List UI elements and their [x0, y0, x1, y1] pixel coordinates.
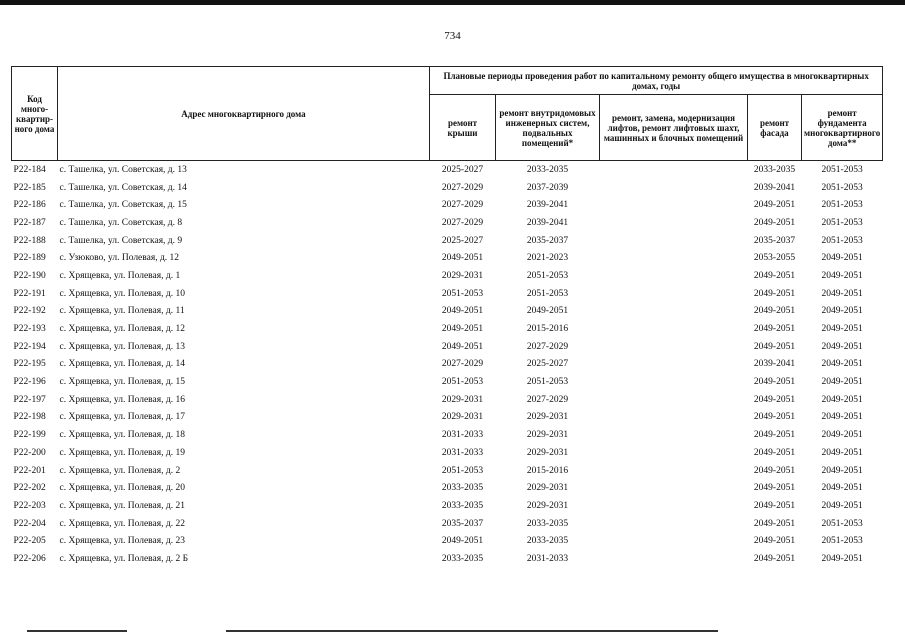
cell-roof: 2035-2037 — [441, 518, 484, 529]
cell-roof: 2051-2053 — [441, 465, 484, 476]
table-body — [12, 161, 883, 568]
cell-systems: 2025-2027 — [526, 359, 569, 370]
table-row — [12, 515, 883, 533]
cell-systems: 2051-2053 — [526, 270, 569, 281]
cell-facade: 2049-2051 — [753, 288, 796, 299]
table-row — [12, 232, 883, 250]
cell-roof: 2027-2029 — [441, 200, 484, 211]
cell-lifts — [600, 373, 748, 391]
cell-foundation: 2049-2051 — [821, 306, 863, 317]
cell-roof: 2027-2029 — [441, 217, 484, 228]
cell-address: с. Хрящевка, ул. Полевая, д. 19 — [59, 447, 185, 458]
cell-code: Р22-188 — [13, 235, 46, 246]
table-row — [12, 356, 883, 374]
cell-facade: 2049-2051 — [753, 377, 796, 388]
cell-systems: 2035-2037 — [526, 235, 569, 246]
cell-systems: 2029-2031 — [526, 500, 569, 511]
cell-code: Р22-206 — [13, 553, 46, 564]
cell-lifts — [600, 391, 748, 409]
cell-lifts — [600, 303, 748, 321]
cell-foundation: 2049-2051 — [821, 447, 863, 458]
cell-code: Р22-196 — [13, 377, 46, 388]
table-row — [12, 426, 883, 444]
cell-foundation: 2049-2051 — [821, 465, 863, 476]
cell-systems: 2027-2029 — [526, 341, 569, 352]
cell-roof: 2033-2035 — [441, 553, 484, 564]
cell-facade: 2049-2051 — [753, 341, 796, 352]
cell-facade: 2035-2037 — [753, 235, 796, 246]
cell-code: Р22-190 — [13, 270, 46, 281]
cell-facade: 2049-2051 — [753, 394, 796, 405]
table-row — [12, 267, 883, 285]
cell-systems: 2033-2035 — [526, 536, 569, 547]
cell-roof: 2049-2051 — [441, 306, 484, 317]
cell-foundation: 2051-2053 — [821, 235, 863, 246]
table-row — [12, 214, 883, 232]
cell-systems: 2015-2016 — [526, 324, 569, 335]
cell-lifts — [600, 444, 748, 462]
cell-lifts — [600, 161, 748, 179]
cell-code: Р22-186 — [13, 200, 46, 211]
header-address: Адрес многоквартирного дома — [58, 67, 430, 161]
cell-systems: 2029-2031 — [526, 447, 569, 458]
cell-lifts — [600, 479, 748, 497]
cell-lifts — [600, 249, 748, 267]
cell-lifts — [600, 179, 748, 197]
cell-address: с. Ташелка, ул. Советская, д. 15 — [59, 200, 187, 211]
cell-facade: 2039-2041 — [753, 359, 796, 370]
cell-lifts — [600, 532, 748, 550]
cell-facade: 2049-2051 — [753, 430, 796, 441]
cell-roof: 2049-2051 — [441, 341, 484, 352]
cell-address: с. Узюково, ул. Полевая, д. 12 — [59, 253, 180, 264]
cell-address: с. Ташелка, ул. Советская, д. 9 — [59, 235, 183, 246]
cell-code: Р22-199 — [13, 430, 46, 441]
cell-roof: 2031-2033 — [441, 447, 484, 458]
cell-roof: 2025-2027 — [441, 164, 484, 175]
table-row — [12, 409, 883, 427]
cell-address: с. Хрящевка, ул. Полевая, д. 23 — [59, 536, 185, 547]
cell-roof: 2033-2035 — [441, 500, 484, 511]
cell-code: Р22-205 — [13, 536, 46, 547]
cell-foundation: 2049-2051 — [821, 394, 863, 405]
cell-foundation: 2049-2051 — [821, 483, 863, 494]
header-facade: ремонт фасада — [748, 95, 802, 161]
cell-foundation: 2049-2051 — [821, 324, 863, 335]
cell-address: с. Хрящевка, ул. Полевая, д. 17 — [59, 412, 185, 423]
table-row — [12, 303, 883, 321]
table-row — [12, 391, 883, 409]
cell-foundation: 2049-2051 — [821, 500, 863, 511]
cell-foundation: 2051-2053 — [821, 182, 863, 193]
cell-foundation: 2049-2051 — [821, 412, 863, 423]
cell-code: Р22-197 — [13, 394, 46, 405]
cell-facade: 2049-2051 — [753, 500, 796, 511]
cell-code: Р22-200 — [13, 447, 46, 458]
cell-lifts — [600, 196, 748, 214]
cell-address: с. Хрящевка, ул. Полевая, д. 12 — [59, 324, 185, 335]
cell-systems: 2033-2035 — [526, 164, 569, 175]
cell-foundation: 2051-2053 — [821, 200, 863, 211]
cell-systems: 2033-2035 — [526, 518, 569, 529]
cell-address: с. Хрящевка, ул. Полевая, д. 11 — [59, 306, 185, 317]
cell-address: с. Хрящевка, ул. Полевая, д. 18 — [59, 430, 185, 441]
cell-roof: 2033-2035 — [441, 483, 484, 494]
cell-address: с. Хрящевка, ул. Полевая, д. 2 Б — [59, 553, 189, 564]
table-row — [12, 320, 883, 338]
table-row — [12, 338, 883, 356]
cell-roof: 2025-2027 — [441, 235, 484, 246]
cell-address: с. Хрящевка, ул. Полевая, д. 2 — [59, 465, 181, 476]
cell-foundation: 2049-2051 — [821, 553, 863, 564]
table-row — [12, 497, 883, 515]
cell-code: Р22-184 — [13, 164, 46, 175]
cell-facade: 2049-2051 — [753, 324, 796, 335]
cell-facade: 2049-2051 — [753, 536, 796, 547]
bottom-rule-right — [226, 630, 718, 632]
cell-code: Р22-189 — [13, 253, 46, 264]
cell-systems: 2031-2033 — [526, 553, 569, 564]
cell-code: Р22-195 — [13, 359, 46, 370]
cell-foundation: 2049-2051 — [821, 253, 863, 264]
cell-facade: 2033-2035 — [753, 164, 796, 175]
cell-foundation: 2051-2053 — [821, 164, 863, 175]
cell-address: с. Хрящевка, ул. Полевая, д. 10 — [59, 288, 185, 299]
cell-lifts — [600, 232, 748, 250]
cell-systems: 2029-2031 — [526, 483, 569, 494]
cell-address: с. Ташелка, ул. Советская, д. 14 — [59, 182, 187, 193]
cell-address: с. Хрящевка, ул. Полевая, д. 22 — [59, 518, 185, 529]
bottom-rule-left — [27, 630, 127, 632]
cell-foundation: 2049-2051 — [821, 359, 863, 370]
cell-foundation: 2049-2051 — [821, 377, 863, 388]
cell-lifts — [600, 409, 748, 427]
cell-address: с. Хрящевка, ул. Полевая, д. 21 — [59, 500, 185, 511]
cell-systems: 2029-2031 — [526, 430, 569, 441]
cell-address: с. Хрящевка, ул. Полевая, д. 15 — [59, 377, 185, 388]
cell-facade: 2049-2051 — [753, 518, 796, 529]
cell-lifts — [600, 550, 748, 568]
cell-facade: 2049-2051 — [753, 465, 796, 476]
table-row — [12, 550, 883, 568]
cell-roof: 2049-2051 — [441, 536, 484, 547]
cell-lifts — [600, 515, 748, 533]
cell-lifts — [600, 338, 748, 356]
cell-foundation: 2051-2053 — [821, 217, 863, 228]
cell-code: Р22-187 — [13, 217, 46, 228]
table-row — [12, 532, 883, 550]
cell-foundation: 2049-2051 — [821, 341, 863, 352]
top-border — [0, 0, 905, 5]
cell-lifts — [600, 497, 748, 515]
cell-lifts — [600, 320, 748, 338]
table-row — [12, 179, 883, 197]
cell-code: Р22-194 — [13, 341, 46, 352]
cell-facade: 2049-2051 — [753, 412, 796, 423]
cell-systems: 2037-2039 — [526, 182, 569, 193]
table-row — [12, 479, 883, 497]
cell-systems: 2027-2029 — [526, 394, 569, 405]
cell-lifts — [600, 267, 748, 285]
cell-facade: 2049-2051 — [753, 217, 796, 228]
cell-facade: 2049-2051 — [753, 270, 796, 281]
cell-address: с. Ташелка, ул. Советская, д. 8 — [59, 217, 183, 228]
table-row — [12, 373, 883, 391]
cell-systems: 2021-2023 — [526, 253, 569, 264]
cell-roof: 2027-2029 — [441, 182, 484, 193]
cell-roof: 2031-2033 — [441, 430, 484, 441]
cell-facade: 2049-2051 — [753, 553, 796, 564]
table-row — [12, 196, 883, 214]
repair-schedule-table — [11, 66, 883, 568]
cell-foundation: 2051-2053 — [821, 518, 863, 529]
cell-lifts — [600, 285, 748, 303]
cell-systems: 2051-2053 — [526, 377, 569, 388]
cell-roof: 2049-2051 — [441, 324, 484, 335]
cell-address: с. Хрящевка, ул. Полевая, д. 14 — [59, 359, 185, 370]
page-number: 734 — [444, 30, 461, 42]
cell-code: Р22-192 — [13, 306, 46, 317]
cell-roof: 2051-2053 — [441, 288, 484, 299]
table-row — [12, 444, 883, 462]
cell-foundation: 2049-2051 — [821, 288, 863, 299]
table-row — [12, 249, 883, 267]
cell-roof: 2027-2029 — [441, 359, 484, 370]
cell-foundation: 2051-2053 — [821, 536, 863, 547]
cell-code: Р22-185 — [13, 182, 46, 193]
cell-roof: 2051-2053 — [441, 377, 484, 388]
cell-facade: 2049-2051 — [753, 200, 796, 211]
header-code: Код много-квартир-ного дома — [12, 67, 58, 161]
cell-systems: 2051-2053 — [526, 288, 569, 299]
cell-lifts — [600, 356, 748, 374]
cell-facade: 2039-2041 — [753, 182, 796, 193]
cell-code: Р22-204 — [13, 518, 46, 529]
cell-systems: 2039-2041 — [526, 217, 569, 228]
cell-facade: 2053-2055 — [753, 253, 796, 264]
cell-lifts — [600, 426, 748, 444]
cell-address: с. Хрящевка, ул. Полевая, д. 16 — [59, 394, 185, 405]
header-systems: ремонт внутридомовых инженерных систем, подвальных помещений* — [496, 95, 600, 161]
cell-roof: 2029-2031 — [441, 412, 484, 423]
cell-facade: 2049-2051 — [753, 447, 796, 458]
cell-code: Р22-201 — [13, 465, 46, 476]
cell-facade: 2049-2051 — [753, 483, 796, 494]
cell-facade: 2049-2051 — [753, 306, 796, 317]
cell-systems: 2049-2051 — [526, 306, 569, 317]
header-lifts: ремонт, замена, модернизация лифтов, ремонт лифтовых шахт, машинных и блочных помещений — [600, 95, 748, 161]
table-row — [12, 161, 883, 179]
cell-roof: 2029-2031 — [441, 270, 484, 281]
header-periods-title: Плановые периоды проведения работ по капитальному ремонту общего имущества в многоквартирных домах, годы — [430, 67, 883, 95]
cell-address: с. Ташелка, ул. Советская, д. 13 — [59, 164, 187, 175]
cell-code: Р22-203 — [13, 500, 46, 511]
cell-code: Р22-193 — [13, 324, 46, 335]
table-row — [12, 285, 883, 303]
cell-systems: 2039-2041 — [526, 200, 569, 211]
cell-systems: 2015-2016 — [526, 465, 569, 476]
cell-lifts — [600, 214, 748, 232]
header-roof: ремонт крыши — [430, 95, 496, 161]
cell-code: Р22-198 — [13, 412, 46, 423]
cell-address: с. Хрящевка, ул. Полевая, д. 20 — [59, 483, 185, 494]
cell-code: Р22-191 — [13, 288, 46, 299]
cell-address: с. Хрящевка, ул. Полевая, д. 13 — [59, 341, 185, 352]
cell-address: с. Хрящевка, ул. Полевая, д. 1 — [59, 270, 181, 281]
header-foundation: ремонт фундамента многоквартирного дома** — [802, 95, 883, 161]
cell-lifts — [600, 462, 748, 480]
cell-code: Р22-202 — [13, 483, 46, 494]
cell-roof: 2049-2051 — [441, 253, 484, 264]
cell-foundation: 2049-2051 — [821, 430, 863, 441]
table-row — [12, 462, 883, 480]
cell-systems: 2029-2031 — [526, 412, 569, 423]
cell-foundation: 2049-2051 — [821, 270, 863, 281]
cell-roof: 2029-2031 — [441, 394, 484, 405]
